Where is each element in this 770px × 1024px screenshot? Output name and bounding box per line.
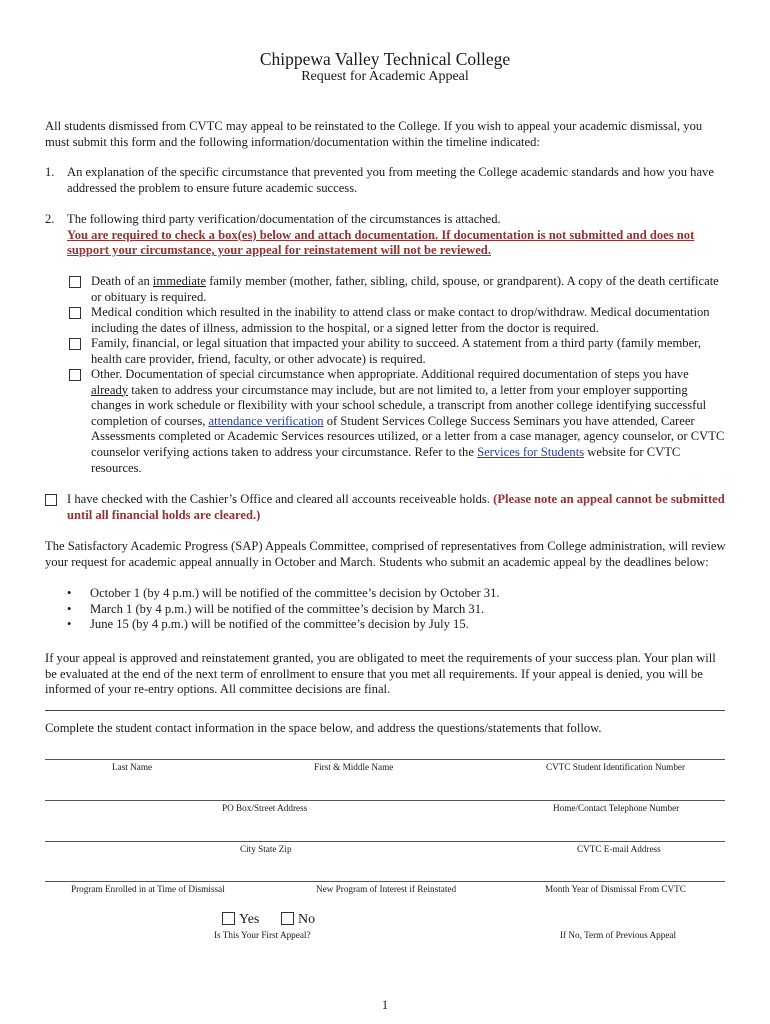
- death-label: Death of an immediate family member (mother, father, sibling, child, spouse, or grandparent). A copy of the death certificate or obituary is required.: [91, 274, 719, 304]
- address-field-line[interactable]: [45, 800, 725, 801]
- bullet-icon: •: [67, 601, 72, 616]
- previous-term-label: If No, Term of Previous Appeal: [560, 930, 677, 940]
- bullet-icon: •: [67, 617, 72, 632]
- item-text: An explanation of the specific circumstance that prevented you from meeting the College academic standards and how you have addressed the problem to ensure future academic success.: [67, 165, 714, 195]
- section-divider: [45, 710, 725, 711]
- bullet-icon: •: [67, 586, 72, 600]
- new-program-label: New Program of Interest if Reinstated: [316, 884, 457, 894]
- sap-paragraph: The Satisfactory Academic Progress (SAP) Appeals Committee, comprised of representatives from College administration, will review your request for academic appeal annually in October and March. Students who submit an academic appeal by the deadlines below:: [45, 539, 726, 569]
- name-field-line[interactable]: [45, 759, 725, 760]
- street-address-label: PO Box/Street Address: [222, 803, 308, 813]
- services-for-students-link[interactable]: Services for Students: [477, 444, 585, 459]
- item-number: 1.: [45, 165, 55, 179]
- phone-label: Home/Contact Telephone Number: [553, 803, 680, 813]
- yes-option[interactable]: Yes: [222, 912, 259, 928]
- student-id-label: CVTC Student Identification Number: [546, 762, 686, 772]
- program-field-line[interactable]: [45, 881, 725, 882]
- last-name-label: Last Name: [112, 762, 153, 772]
- family-checkbox[interactable]: [69, 338, 81, 350]
- yes-checkbox[interactable]: [222, 912, 235, 925]
- city-state-zip-label: City State Zip: [240, 844, 292, 854]
- attendance-verification-link[interactable]: attendance verification: [208, 413, 324, 428]
- page-number: 1: [381, 998, 389, 1012]
- first-appeal-label: Is This Your First Appeal?: [214, 930, 311, 940]
- dismissal-date-label: Month Year of Dismissal From CVTC: [545, 884, 686, 894]
- financial-hold-note: (Please note an appeal cannot be submitted until all financial holds are cleared.): [67, 492, 725, 522]
- deadline-item: • June 15 (by 4 p.m.) will be notified of the committee’s decision by July 15.: [67, 617, 469, 632]
- cashier-label: I have checked with the Cashier’s Office and cleared all accounts receiveable holds. (Please note an appeal cannot be submitted until all financial holds are cleared.): [67, 492, 725, 522]
- item-text: The following third party verification/documentation of the circumstances is attached.: [67, 212, 501, 226]
- city-field-line[interactable]: [45, 841, 725, 842]
- program-enrolled-label: Program Enrolled in at Time of Dismissal: [71, 884, 225, 894]
- documentation-warning: You are required to check a box(es) below and attach documentation. If documentation is not submitted and does not support your circumstance, your appeal for reinstatement will not be reviewed.: [67, 227, 695, 258]
- other-checkbox[interactable]: [69, 369, 81, 381]
- intro-paragraph: All students dismissed from CVTC may appeal to be reinstated to the College. If you wish to appeal your academic dismissal, you must submit this form and the following information/documentation within the timeline indicated:: [45, 119, 703, 149]
- cashier-checkbox[interactable]: [45, 494, 57, 506]
- death-checkbox[interactable]: [69, 276, 81, 288]
- deadline-item: • October 1 (by 4 p.m.) will be notified of the committee’s decision by October 31.: [67, 586, 500, 600]
- no-option[interactable]: No: [281, 912, 315, 928]
- email-label: CVTC E-mail Address: [577, 844, 661, 854]
- medical-label: Medical condition which resulted in the inability to attend class or make contact to drop/withdraw. Medical documentation including the dates of illness, admission to the hospital, or a signed letter from the doctor is required.: [91, 305, 710, 335]
- other-label: Other. Documentation of special circumstance when appropriate. Additional required documentation of steps you have already taken to address your circumstance may include, but are not limited to, a letter from your employer supporting changes in work schedule or flexibility with your school schedule, a transcript from another college identifying successful completion of courses, attendance verification of Student Services College Success Seminars you have attended, Career Assessments completed or Academic Services resources utilized, or a letter from a case manager, agency counselor, or CVTC counselor verifying actions taken to address your circumstance. Refer to the Services for Students website for CVTC resources.: [91, 367, 725, 475]
- item-number: 2.: [45, 212, 55, 226]
- deadline-item: • March 1 (by 4 p.m.) will be notified of the committee’s decision by March 31.: [67, 601, 485, 616]
- first-middle-name-label: First & Middle Name: [314, 762, 394, 772]
- college-name: Chippewa Valley Technical College: [259, 49, 511, 69]
- deadline-list: [67, 586, 707, 633]
- medical-checkbox[interactable]: [69, 307, 81, 319]
- family-label: Family, financial, or legal situation that impacted your ability to succeed. A statement from a third party (family member, health care provider, friend, faculty, or other advocate) is required.: [91, 336, 702, 366]
- no-checkbox[interactable]: [281, 912, 294, 925]
- contact-instructions: Complete the student contact information in the space below, and address the questions/statements that follow.: [45, 721, 602, 735]
- approval-paragraph: If your appeal is approved and reinstatement granted, you are obligated to meet the requirements of your success plan. Your plan will be evaluated at the end of the next term of enrollment to ensure that you met all requirements. If your appeal is denied, you will be informed of your re-entry options. All committee decisions are final.: [45, 651, 716, 697]
- form-title: Request for Academic Appeal: [301, 69, 469, 84]
